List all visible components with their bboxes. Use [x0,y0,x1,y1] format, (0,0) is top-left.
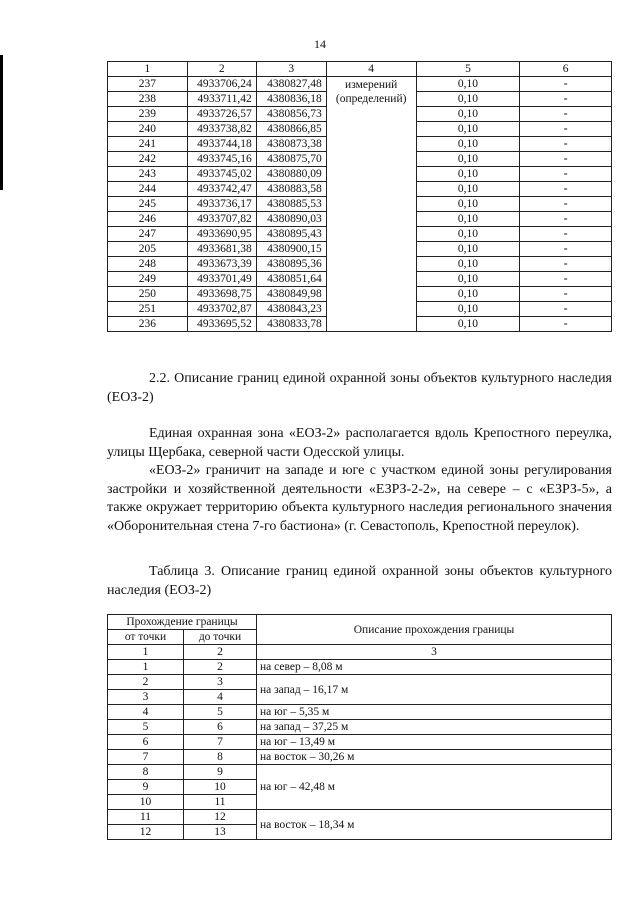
boundary-description: на восток – 18,34 м [257,810,612,840]
to-point: 13 [184,825,257,840]
from-point: 6 [108,735,184,750]
to-point: 8 [184,750,257,765]
boundary-description: на запад – 16,17 м [257,675,612,705]
accuracy: 0,10 [416,182,520,197]
to-point: 3 [184,675,257,690]
coord-y: 4380873,38 [256,137,326,152]
colnum: 2 [184,645,257,660]
boundary-description: на восток – 30,26 м [257,750,612,765]
point-number: 245 [108,197,188,212]
coord-x: 4933726,57 [187,107,256,122]
to-point: 11 [184,795,257,810]
boundary-description-table [107,614,612,840]
coord-x: 4933695,52 [187,317,256,332]
header-group: Прохождение границы [108,615,257,630]
from-point: 2 [108,675,184,690]
to-point: 6 [184,720,257,735]
header-to: до точки [184,630,257,645]
table3-caption: Таблица 3. Описание границ единой охранной зоны объектов культурного наследия (ЕОЗ-2) [107,564,612,598]
coord-x: 4933711,42 [187,92,256,107]
accuracy: 0,10 [416,92,520,107]
extra-value: - [520,197,612,212]
coord-y: 4380900,15 [256,242,326,257]
coord-y: 4380856,73 [256,107,326,122]
coord-y: 4380833,78 [256,317,326,332]
accuracy: 0,10 [416,242,520,257]
coord-x: 4933736,17 [187,197,256,212]
coord-x: 4933702,87 [187,302,256,317]
from-point: 1 [108,660,184,675]
table2-header-row [108,62,612,77]
extra-value: - [520,167,612,182]
boundary-description: на юг – 42,48 м [257,765,612,810]
column-header: 4 [326,62,416,77]
header-from: от точки [108,630,184,645]
to-point: 9 [184,765,257,780]
from-point: 3 [108,690,184,705]
point-number: 239 [108,107,188,122]
coord-x: 4933745,16 [187,152,256,167]
extra-value: - [520,122,612,137]
table-row [108,750,612,765]
from-point: 7 [108,750,184,765]
coord-x: 4933701,49 [187,272,256,287]
extra-value: - [520,92,612,107]
point-number: 241 [108,137,188,152]
coord-y: 4380827,48 [256,77,326,92]
header-description: Описание прохождения границы [257,615,612,645]
to-point: 2 [184,660,257,675]
coord-y: 4380851,64 [256,272,326,287]
table3-colnum-row [108,645,612,660]
from-point: 12 [108,825,184,840]
accuracy: 0,10 [416,302,520,317]
to-point: 12 [184,810,257,825]
point-number: 236 [108,317,188,332]
point-number: 247 [108,227,188,242]
accuracy: 0,10 [416,272,520,287]
coord-x: 4933698,75 [187,287,256,302]
accuracy: 0,10 [416,107,520,122]
point-number: 249 [108,272,188,287]
column-header: 3 [256,62,326,77]
section-heading: 2.2. Описание границ единой охранной зоны объектов культурного наследия (ЕОЗ-2) [107,371,612,405]
accuracy: 0,10 [416,257,520,272]
accuracy: 0,10 [416,137,520,152]
to-point: 5 [184,705,257,720]
point-number: 251 [108,302,188,317]
accuracy: 0,10 [416,167,520,182]
column-header: 5 [416,62,520,77]
method-note-line: (определений) [335,93,407,105]
binding-edge-mark [0,55,3,190]
boundary-description: на север – 8,08 м [257,660,612,675]
colnum: 3 [257,645,612,660]
coord-x: 4933673,39 [187,257,256,272]
paragraph-location: Единая охранная зона «ЕОЗ-2» располагается вдоль Крепостного переулка, улицы Щербака, северной части Одесской улицы. [107,426,612,460]
extra-value: - [520,227,612,242]
extra-value: - [520,212,612,227]
coord-x: 4933681,38 [187,242,256,257]
accuracy: 0,10 [416,197,520,212]
extra-value: - [520,182,612,197]
coord-x: 4933745,02 [187,167,256,182]
point-number: 237 [108,77,188,92]
extra-value: - [520,287,612,302]
coord-y: 4380849,98 [256,287,326,302]
accuracy: 0,10 [416,227,520,242]
method-note-line: измерений [345,79,398,91]
extra-value: - [520,302,612,317]
to-point: 10 [184,780,257,795]
coord-y: 4380883,58 [256,182,326,197]
coord-x: 4933742,47 [187,182,256,197]
point-number: 242 [108,152,188,167]
column-header: 1 [108,62,188,77]
from-point: 9 [108,780,184,795]
coord-y: 4380843,23 [256,302,326,317]
table-row [108,77,612,92]
coord-y: 4380895,43 [256,227,326,242]
boundary-description: на запад – 37,25 м [257,720,612,735]
method-note [326,77,416,332]
accuracy: 0,10 [416,287,520,302]
point-number: 248 [108,257,188,272]
colnum: 1 [108,645,184,660]
extra-value: - [520,317,612,332]
table-row [108,660,612,675]
point-number: 244 [108,182,188,197]
coord-y: 4380885,53 [256,197,326,212]
point-number: 240 [108,122,188,137]
paragraph-boundaries: «ЕОЗ-2» граничит на западе и юге с участком единой зоны регулирования застройки и хозяйственной деятельности «ЕЗРЗ-2-2», на севере – с «ЕЗРЗ-5», а также окружает территорию объекта культурного наследия регионального значения «Оборонительная стена 7-го бастиона» (г. Севастополь, Крепостной переулок). [107,463,612,534]
extra-value: - [520,257,612,272]
to-point: 7 [184,735,257,750]
column-header: 2 [187,62,256,77]
table-row [108,735,612,750]
coord-y: 4380875,70 [256,152,326,167]
coord-y: 4380895,36 [256,257,326,272]
accuracy: 0,10 [416,77,520,92]
point-number: 246 [108,212,188,227]
point-number: 238 [108,92,188,107]
from-point: 10 [108,795,184,810]
boundary-description: на юг – 13,49 м [257,735,612,750]
point-number: 243 [108,167,188,182]
extra-value: - [520,272,612,287]
to-point: 4 [184,690,257,705]
coord-x: 4933706,24 [187,77,256,92]
table-row [108,705,612,720]
accuracy: 0,10 [416,152,520,167]
accuracy: 0,10 [416,317,520,332]
from-point: 8 [108,765,184,780]
table3-header-row [108,615,612,630]
extra-value: - [520,152,612,167]
accuracy: 0,10 [416,122,520,137]
coord-y: 4380890,03 [256,212,326,227]
extra-value: - [520,77,612,92]
from-point: 4 [108,705,184,720]
table-row [108,765,612,780]
extra-value: - [520,137,612,152]
point-number: 205 [108,242,188,257]
coord-x: 4933744,18 [187,137,256,152]
coord-y: 4380866,85 [256,122,326,137]
point-number: 250 [108,287,188,302]
coord-y: 4380836,18 [256,92,326,107]
coord-x: 4933690,95 [187,227,256,242]
from-point: 11 [108,810,184,825]
extra-value: - [520,242,612,257]
table-row [108,810,612,825]
coord-y: 4380880,09 [256,167,326,182]
coord-x: 4933707,82 [187,212,256,227]
table-row [108,675,612,690]
page-number: 14 [314,37,326,51]
table-row [108,720,612,735]
coordinates-table [107,61,612,332]
boundary-description: на юг – 5,35 м [257,705,612,720]
coord-x: 4933738,82 [187,122,256,137]
from-point: 5 [108,720,184,735]
column-header: 6 [520,62,612,77]
accuracy: 0,10 [416,212,520,227]
extra-value: - [520,107,612,122]
